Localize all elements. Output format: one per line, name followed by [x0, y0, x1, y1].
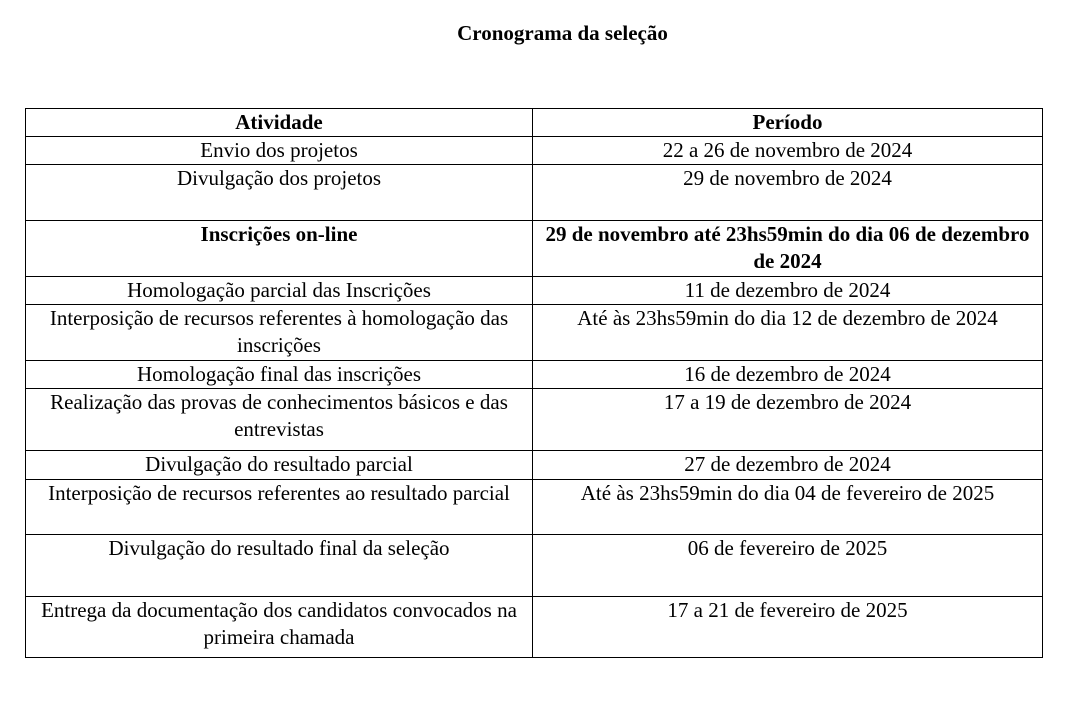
period-cell: Até às 23hs59min do dia 12 de dezembro de 2024: [533, 305, 1043, 361]
period-cell: 27 de dezembro de 2024: [533, 451, 1043, 480]
activity-cell: Entrega da documentação dos candidatos convocados na primeira chamada: [26, 597, 533, 658]
activity-cell: Inscrições on-line: [26, 221, 533, 277]
activity-cell: Divulgação dos projetos: [26, 165, 533, 221]
period-cell: 22 a 26 de novembro de 2024: [533, 137, 1043, 165]
period-cell: 29 de novembro de 2024: [533, 165, 1043, 221]
table-row: [26, 165, 1043, 221]
page-title: Cronograma da seleção: [457, 21, 668, 45]
table-row: [26, 305, 1043, 361]
table-header-row: [26, 109, 1043, 137]
table-row: [26, 361, 1043, 389]
table-row: [26, 535, 1043, 597]
activity-cell: Envio dos projetos: [26, 137, 533, 165]
period-cell: Até às 23hs59min do dia 04 de fevereiro de 2025: [533, 480, 1043, 535]
header-period: Período: [533, 109, 1043, 137]
activity-cell: Homologação final das inscrições: [26, 361, 533, 389]
period-cell: 17 a 19 de dezembro de 2024: [533, 389, 1043, 451]
schedule-table: [25, 108, 1043, 658]
period-cell: 29 de novembro até 23hs59min do dia 06 de dezembro de 2024: [533, 221, 1043, 277]
table-row: [26, 480, 1043, 535]
activity-cell: Homologação parcial das Inscrições: [26, 277, 533, 305]
header-activity: Atividade: [26, 109, 533, 137]
table-row: [26, 221, 1043, 277]
period-cell: 06 de fevereiro de 2025: [533, 535, 1043, 597]
table-row: [26, 277, 1043, 305]
period-cell: 16 de dezembro de 2024: [533, 361, 1043, 389]
period-cell: 11 de dezembro de 2024: [533, 277, 1043, 305]
table-row: [26, 597, 1043, 658]
activity-cell: Divulgação do resultado parcial: [26, 451, 533, 480]
activity-cell: Interposição de recursos referentes à homologação das inscrições: [26, 305, 533, 361]
activity-cell: Divulgação do resultado final da seleção: [26, 535, 533, 597]
table-row: [26, 137, 1043, 165]
table-row: [26, 451, 1043, 480]
activity-cell: Interposição de recursos referentes ao resultado parcial: [26, 480, 533, 535]
period-cell: 17 a 21 de fevereiro de 2025: [533, 597, 1043, 658]
activity-cell: Realização das provas de conhecimentos básicos e das entrevistas: [26, 389, 533, 451]
table-row: [26, 389, 1043, 451]
